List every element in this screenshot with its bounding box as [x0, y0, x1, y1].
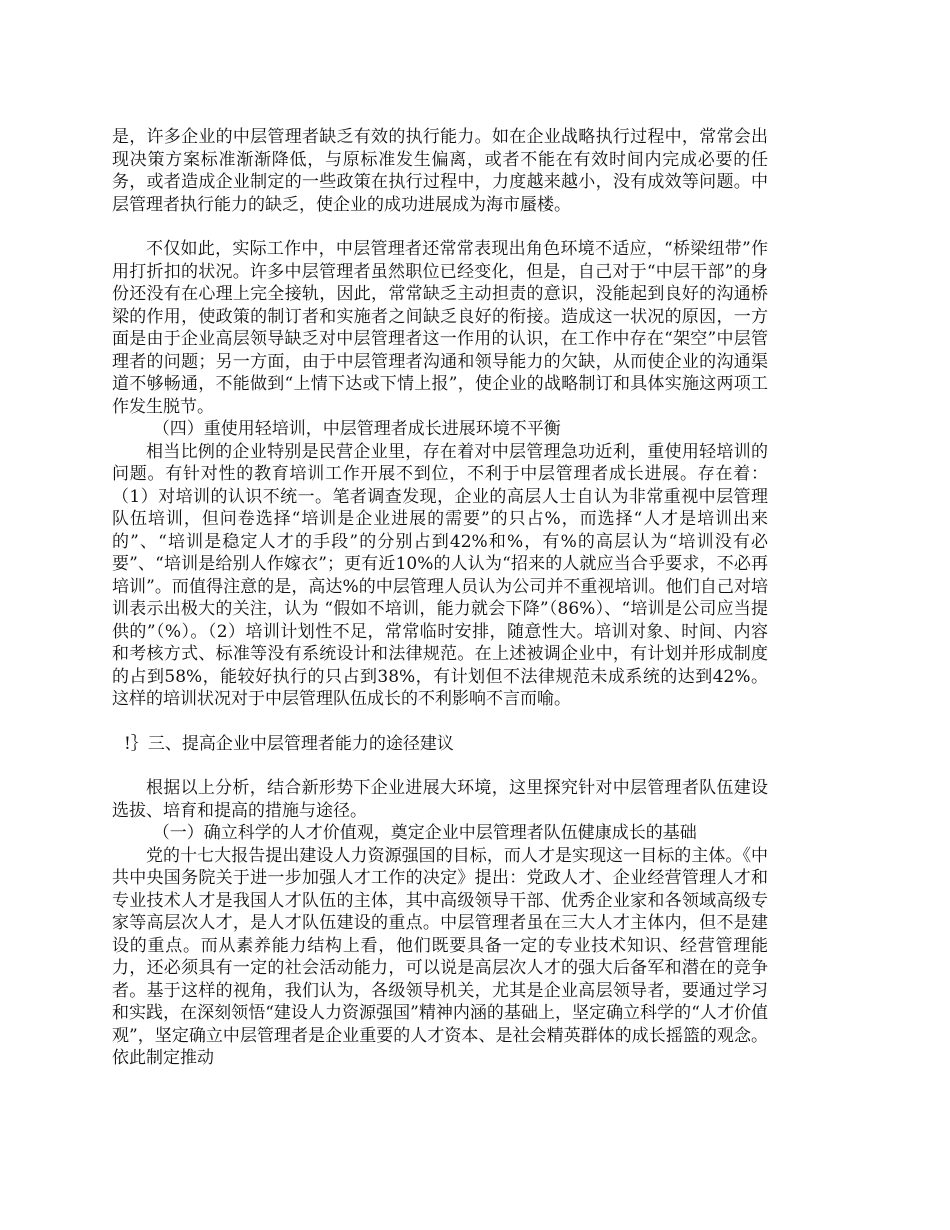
paragraph-gap: [112, 755, 768, 777]
paragraph-role-adaptation: 不仅如此，实际工作中，中层管理者还常常表现出角色环境不适应，“桥梁纽带”作用打折扣的状况。许多中层管理者虽然职位已经变化，但是，自己对于“中层干部”的身份还没有在心理上完全接轨，因此，常常缺乏主动担责的意识，没能起到良好的沟通桥梁的作用，使政策的制订者和实施者之间缺乏良好的衔接。造成这一状况的原因，一方面是由于企业高层领导缺乏对中层管理者这一作用的认识，在工作中存在“架空”中层管理者的问题；另一方面，由于中层管理者沟通和领导能力的欠缺，从而使企业的沟通渠道不够畅通，不能做到“上情下达或下情上报”，使企业的战略制订和具体实施这两项工作发生脱节。: [112, 239, 768, 417]
section-heading-suggestions: !｝三、提高企业中层管理者能力的途径建议: [124, 733, 454, 754]
paragraph-training-problems: 相当比例的企业特别是民营企业里，存在着对中层管理急功近利，重使用轻培训的问题。有针对性的教育培训工作开展不到位，不利于中层管理者成长进展。存在着：（1）对培训的认识不统一。笔者调查发现，企业的高层人士自认为非常重视中层管理队伍培训，但问卷选择“培训是企业进展的需要”的只占%，而选择“人才是培训出来的”、“培训是稳定人才的手段”的分别占到42%和%，有%的高层认为“培训没有必要”、“培训是给别人作嫁衣”；更有近10%的人认为“招来的人就应当合乎要求，不必再培训”。而值得注意的是，高达%的中层管理人员认为公司并不重视培训。他们自己对培训表示出极大的关注，认为 “假如不培训，能力就会下降”（86%）、“培训是公司应当提供的”（%）。（2）培训计划性不足，常常临时安排，随意性大。培训对象、时间、内容和考核方式、标准等没有系统设计和法律规范。在上述被调企业中，有计划并形成制度的占到58%，能较好执行的只占到38%，有计划但不法律规范未成系统的达到42%。这样的培训状况对于中层管理队伍成长的不利影响不言而喻。: [112, 441, 768, 709]
subheading-training-imbalance: （四）重使用轻培训，中层管理者成长进展环境不平衡: [152, 419, 561, 439]
paragraph-talent-strategy: 党的十七大报告提出建设人力资源强国的目标，而人才是实现这一目标的主体。《中共中央国务院关于进一步加强人才工作的决定》提出：党政人才、企业经营管理人才和专业技术人才是我国人才队伍的主体，其中高级领导干部、优秀企业家和各领域高级专家等高层次人才，是人才队伍建设的重点。中层管理者虽在三大人才主体内，但不是建设的重点。而从素养能力结构上看，他们既要具备一定的专业技术知识、经营管理能力，还必须具有一定的社会活动能力，可以说是高层次人才的强大后备军和潜在的竞争者。基于这样的视角，我们认为，各级领导机关，尤其是企业高层领导者，要通过学习和实践，在深刻领悟“建设人力资源强国”精神内涵的基础上，坚定确立科学的“人才价值观”，坚定确立中层管理者是企业重要的人才资本、是社会精英群体的成长摇篮的观念。依此制定推动: [112, 845, 768, 1068]
paragraph-analysis-intro: 根据以上分析，结合新形势下企业进展大环境，这里探究针对中层管理者队伍建设选拔、培育和提高的措施与途径。: [112, 778, 768, 821]
document-page: [112, 126, 768, 1070]
paragraph-gap: [112, 711, 768, 733]
paragraph-execution-ability: 是，许多企业的中层管理者缺乏有效的执行能力。如在企业战略执行过程中，常常会出现决策方案标准渐渐降低，与原标准发生偏离，或者不能在有效时间内完成必要的任务，或者造成企业制定的一些政策在执行过程中，力度越来越小，没有成效等问题。中层管理者执行能力的缺乏，使企业的成功进展成为海市蜃楼。: [112, 127, 768, 215]
subheading-talent-value: （一）确立科学的人才价值观，奠定企业中层管理者队伍健康成长的基础: [152, 823, 697, 843]
paragraph-gap: [112, 216, 768, 238]
